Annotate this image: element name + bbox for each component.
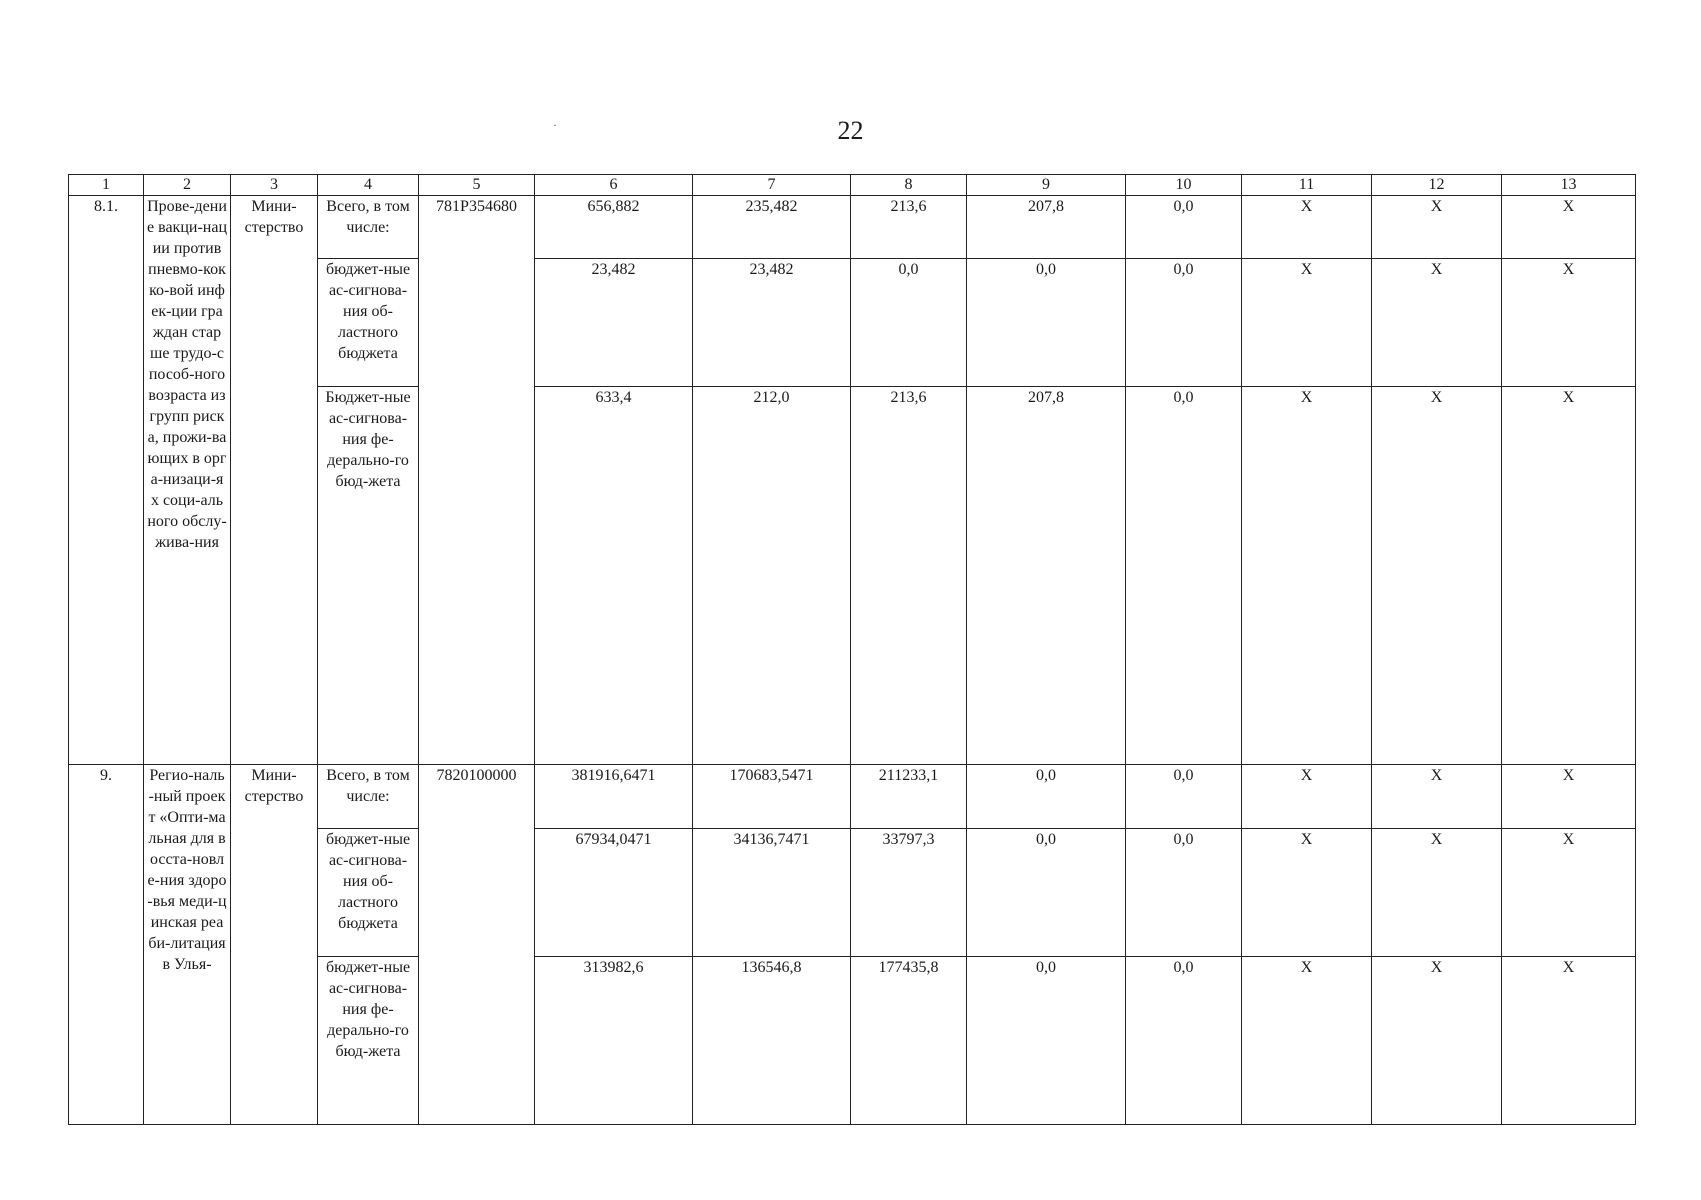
responsible-executor: Мини-стерство bbox=[231, 765, 318, 1125]
table-row bbox=[69, 765, 1636, 829]
column-number-row bbox=[69, 175, 1636, 196]
table-row bbox=[69, 196, 1636, 259]
column-header: 13 bbox=[1502, 175, 1636, 196]
funding-source: бюджет-ные ас-сигнова-ния об-ластного бюджета bbox=[318, 259, 419, 387]
value-cell: X bbox=[1502, 387, 1636, 765]
measure-name: Прове-дение вакци-нации против пневмо-кокко-вой инфек-ции граждан старше трудо-способ-ного возраста из групп риска, прожи-вающих в орга-низаци-ях соци-ального обслу-жива-ния bbox=[144, 196, 231, 765]
value-cell: 207,8 bbox=[967, 196, 1126, 259]
value-cell: 212,0 bbox=[693, 387, 851, 765]
value-cell: 0,0 bbox=[1126, 765, 1242, 829]
column-header: 6 bbox=[535, 175, 693, 196]
value-cell: 213,6 bbox=[851, 196, 967, 259]
value-cell: 211233,1 bbox=[851, 765, 967, 829]
value-cell: X bbox=[1372, 259, 1502, 387]
row-number: 9. bbox=[69, 765, 144, 1125]
responsible-executor: Мини-стерство bbox=[231, 196, 318, 765]
column-header: 7 bbox=[693, 175, 851, 196]
value-cell: X bbox=[1502, 259, 1636, 387]
scan-speck: · bbox=[553, 118, 557, 132]
funding-source: Бюджет-ные ас-сигнова-ния фе-дерально-го бюд-жета bbox=[318, 387, 419, 765]
value-cell: 170683,5471 bbox=[693, 765, 851, 829]
funding-source: Всего, в том числе: bbox=[318, 765, 419, 829]
value-cell: X bbox=[1372, 957, 1502, 1125]
value-cell: X bbox=[1242, 765, 1372, 829]
value-cell: 0,0 bbox=[967, 829, 1126, 957]
value-cell: X bbox=[1372, 196, 1502, 259]
value-cell: 656,882 bbox=[535, 196, 693, 259]
value-cell: 0,0 bbox=[1126, 957, 1242, 1125]
value-cell: 0,0 bbox=[1126, 259, 1242, 387]
funding-source: бюджет-ные ас-сигнова-ния фе-дерально-го бюд-жета bbox=[318, 957, 419, 1125]
column-header: 11 bbox=[1242, 175, 1372, 196]
value-cell: X bbox=[1242, 196, 1372, 259]
value-cell: 213,6 bbox=[851, 387, 967, 765]
measure-name: Регио-наль-ный проект «Опти-мальная для восста-новле-ния здоро-вья меди-цинская реаби-литация в Улья- bbox=[144, 765, 231, 1125]
budget-code: 781P354680 bbox=[419, 196, 535, 765]
column-header: 12 bbox=[1372, 175, 1502, 196]
value-cell: X bbox=[1372, 387, 1502, 765]
page-number: 22 bbox=[837, 116, 864, 145]
value-cell: 34136,7471 bbox=[693, 829, 851, 957]
value-cell: 67934,0471 bbox=[535, 829, 693, 957]
value-cell: 0,0 bbox=[967, 765, 1126, 829]
value-cell: X bbox=[1372, 829, 1502, 957]
value-cell: X bbox=[1242, 259, 1372, 387]
value-cell: 23,482 bbox=[693, 259, 851, 387]
value-cell: X bbox=[1502, 829, 1636, 957]
value-cell: 381916,6471 bbox=[535, 765, 693, 829]
value-cell: X bbox=[1242, 387, 1372, 765]
value-cell: 177435,8 bbox=[851, 957, 967, 1125]
value-cell: 633,4 bbox=[535, 387, 693, 765]
budget-code: 7820100000 bbox=[419, 765, 535, 1125]
column-header: 5 bbox=[419, 175, 535, 196]
value-cell: 0,0 bbox=[967, 957, 1126, 1125]
column-header: 4 bbox=[318, 175, 419, 196]
column-header: 1 bbox=[69, 175, 144, 196]
value-cell: X bbox=[1502, 765, 1636, 829]
funding-source: Всего, в том числе: bbox=[318, 196, 419, 259]
value-cell: 0,0 bbox=[1126, 829, 1242, 957]
value-cell: 0,0 bbox=[851, 259, 967, 387]
row-number: 8.1. bbox=[69, 196, 144, 765]
funding-source: бюджет-ные ас-сигнова-ния об-ластного бюджета bbox=[318, 829, 419, 957]
value-cell: X bbox=[1242, 957, 1372, 1125]
value-cell: 136546,8 bbox=[693, 957, 851, 1125]
budget-table bbox=[68, 174, 1636, 1125]
value-cell: 0,0 bbox=[1126, 196, 1242, 259]
value-cell: X bbox=[1502, 957, 1636, 1125]
value-cell: 33797,3 bbox=[851, 829, 967, 957]
value-cell: 235,482 bbox=[693, 196, 851, 259]
column-header: 2 bbox=[144, 175, 231, 196]
column-header: 10 bbox=[1126, 175, 1242, 196]
value-cell: 0,0 bbox=[1126, 387, 1242, 765]
value-cell: 313982,6 bbox=[535, 957, 693, 1125]
value-cell: X bbox=[1502, 196, 1636, 259]
value-cell: 207,8 bbox=[967, 387, 1126, 765]
value-cell: 23,482 bbox=[535, 259, 693, 387]
column-header: 8 bbox=[851, 175, 967, 196]
value-cell: 0,0 bbox=[967, 259, 1126, 387]
column-header: 3 bbox=[231, 175, 318, 196]
value-cell: X bbox=[1372, 765, 1502, 829]
value-cell: X bbox=[1242, 829, 1372, 957]
column-header: 9 bbox=[967, 175, 1126, 196]
